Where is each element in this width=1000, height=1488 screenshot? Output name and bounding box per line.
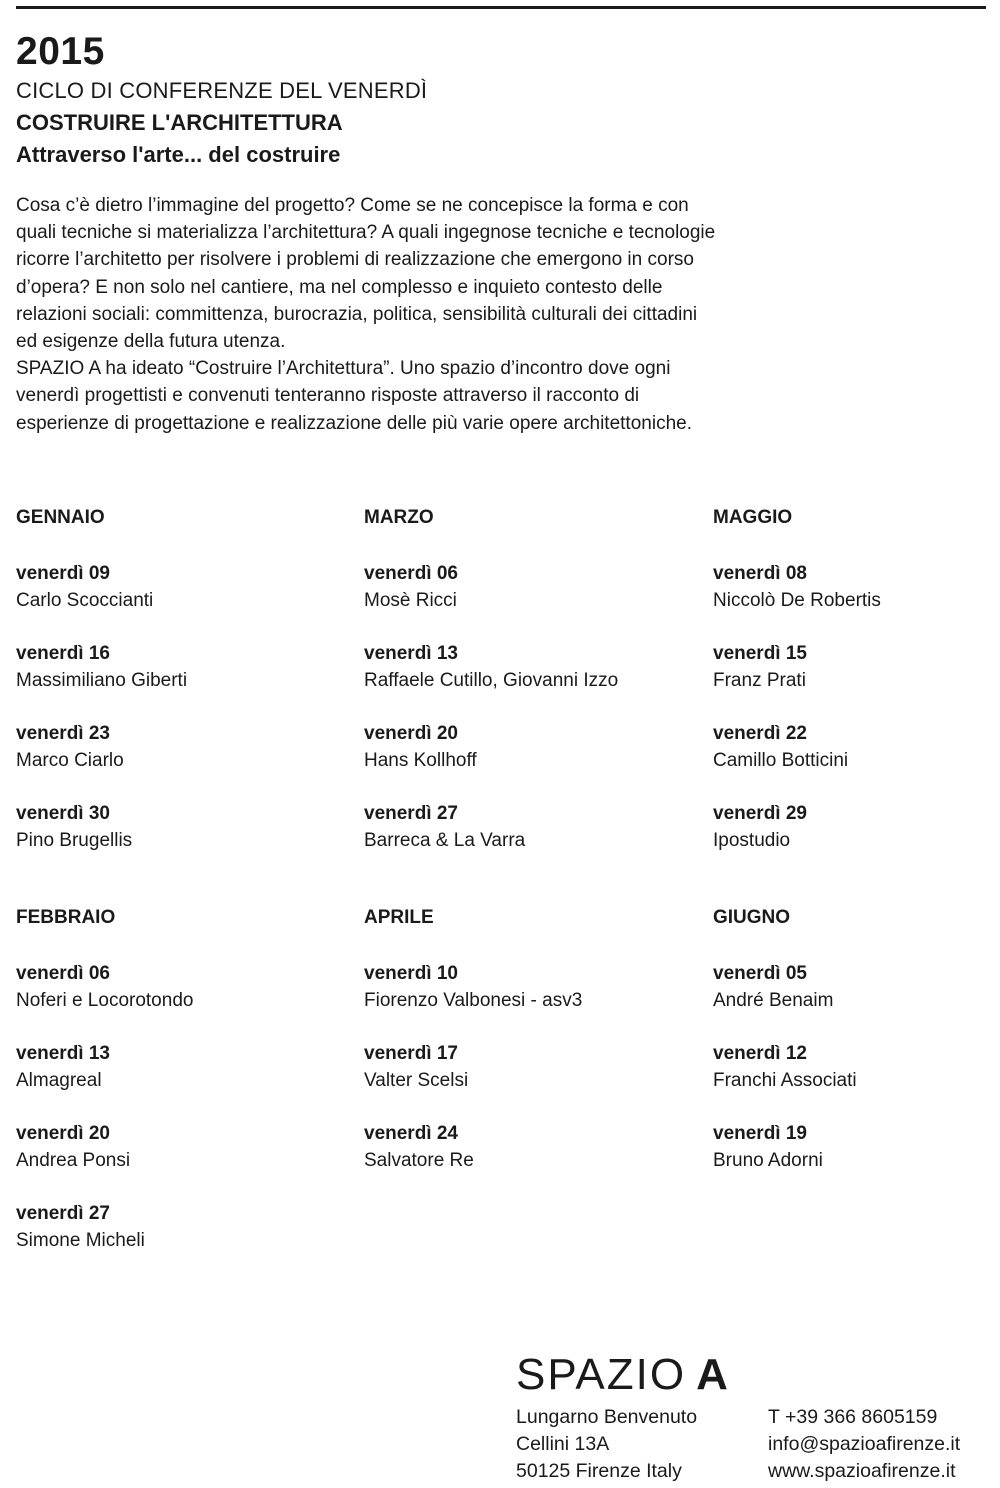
event-item [364,640,694,694]
intro-line: d’opera? E non solo nel cantiere, ma nel complesso e inquieto contesto delle [16,276,663,298]
address-line: 50125 Firenze Italy [516,1460,682,1482]
month-name: APRILE [364,907,434,928]
month-name: MARZO [364,507,434,528]
event-speaker: Andrea Ponsi [16,1150,131,1171]
month-febbraio [16,906,346,1280]
event-speaker: Salvatore Re [364,1150,474,1171]
event-speaker: Franz Prati [713,670,806,691]
month-name: GENNAIO [16,507,105,528]
event-date: venerdì 08 [713,563,807,584]
event-item [364,1120,694,1174]
event-speaker: Hans Kollhoff [364,750,477,771]
event-date: venerdì 17 [364,1043,458,1064]
event-speaker: Almagreal [16,1070,102,1091]
event-date: venerdì 22 [713,723,807,744]
email-address: info@spazioafirenze.it [768,1433,961,1455]
intro-line: esperienze di progettazione e realizzazione delle più varie opere architettoniche. [16,412,692,434]
event-speaker: Marco Ciarlo [16,750,124,771]
month-giugno [713,906,1000,1200]
intro-line: quali tecniche si materializza l’architettura? A quali ingegnose tecniche e tecnologie [16,222,716,244]
intro-line: ricorre l’architetto per risolvere i problemi di realizzazione che emergono in corso [16,249,694,271]
event-speaker: Niccolò De Robertis [713,590,881,611]
event-speaker: Ipostudio [713,830,791,851]
event-item [16,1200,346,1254]
series-title: CICLO DI CONFERENZE DEL VENERDÌ [16,78,428,103]
event-item [713,1120,1000,1174]
month-maggio [713,506,1000,880]
intro-line: SPAZIO A ha ideato “Costruire l’Architettura”. Uno spazio d’incontro dove ogni [16,358,671,380]
event-date: venerdì 05 [713,963,807,984]
month-marzo [364,506,694,880]
event-date: venerdì 20 [364,723,458,744]
phone-number: T +39 366 8605159 [768,1406,938,1428]
year-heading: 2015 [16,30,105,73]
event-item [16,560,346,614]
event-speaker: Pino Brugellis [16,830,133,851]
event-date: venerdì 24 [364,1123,458,1144]
event-item [16,720,346,774]
top-rule [16,6,986,9]
event-date: venerdì 09 [16,563,110,584]
month-name: MAGGIO [713,507,793,528]
event-item [16,800,346,854]
event-speaker: Barreca & La Varra [364,830,526,851]
intro-line: venerdì progettisti e convenuti tenteranno risposte attraverso il racconto di [16,385,640,407]
event-speaker: Franchi Associati [713,1070,857,1091]
intro-paragraph-1 [16,192,826,355]
event-item [16,1120,346,1174]
event-item [16,640,346,694]
intro-line: relazioni sociali: committenza, burocrazia, politica, sensibilità culturali dei cittadini [16,303,698,325]
event-date: venerdì 15 [713,643,807,664]
intro-line: Cosa c’è dietro l’immagine del progetto? Come se ne concepisce la forma e con [16,195,689,216]
spazio-a-logo [516,1350,728,1400]
event-item [364,1040,694,1094]
logo-mark: A [696,1350,728,1399]
event-date: venerdì 30 [16,803,110,824]
logo-word: SPAZIO [516,1350,687,1399]
event-speaker: Simone Micheli [16,1230,145,1251]
event-date: venerdì 20 [16,1123,110,1144]
intro-text [16,192,826,437]
event-date: venerdì 27 [364,803,458,824]
event-item [713,720,1000,774]
event-date: venerdì 29 [713,803,807,824]
event-item [16,960,346,1014]
event-item [713,560,1000,614]
event-item [364,560,694,614]
event-speaker: Mosè Ricci [364,590,457,611]
contact-block [768,1404,960,1485]
month-name: GIUGNO [713,907,791,928]
event-item [364,800,694,854]
month-gennaio [16,506,346,880]
address-block [516,1404,697,1485]
event-date: venerdì 23 [16,723,110,744]
event-item [713,1040,1000,1094]
event-item [713,640,1000,694]
event-item [713,960,1000,1014]
month-name: FEBBRAIO [16,907,116,928]
event-date: venerdì 19 [713,1123,807,1144]
month-aprile [364,906,694,1200]
event-title: COSTRUIRE L'ARCHITETTURA [16,110,343,135]
website-url: www.spazioafirenze.it [768,1460,956,1482]
event-date: venerdì 27 [16,1203,110,1224]
intro-line: ed esigenze della futura utenza. [16,331,286,353]
event-speaker: Camillo Botticini [713,750,849,771]
address-line: Cellini 13A [516,1433,610,1455]
event-item [364,960,694,1014]
event-speaker: Raffaele Cutillo, Giovanni Izzo [364,670,619,691]
event-date: venerdì 13 [364,643,458,664]
event-item [16,1040,346,1094]
event-date: venerdì 06 [364,563,458,584]
event-speaker: Valter Scelsi [364,1070,469,1091]
event-subtitle: Attraverso l'arte... del costruire [16,142,341,167]
event-speaker: Noferi e Locorotondo [16,990,194,1011]
event-speaker: André Benaim [713,990,834,1011]
event-date: venerdì 16 [16,643,110,664]
event-item [364,720,694,774]
event-date: venerdì 06 [16,963,110,984]
event-speaker: Fiorenzo Valbonesi - asv3 [364,990,583,1011]
intro-paragraph-2 [16,355,826,437]
event-speaker: Bruno Adorni [713,1150,823,1171]
event-item [713,800,1000,854]
event-date: venerdì 13 [16,1043,110,1064]
address-line: Lungarno Benvenuto [516,1406,698,1428]
event-date: venerdì 10 [364,963,458,984]
event-speaker: Massimiliano Giberti [16,670,188,691]
event-speaker: Carlo Scoccianti [16,590,154,611]
event-date: venerdì 12 [713,1043,807,1064]
